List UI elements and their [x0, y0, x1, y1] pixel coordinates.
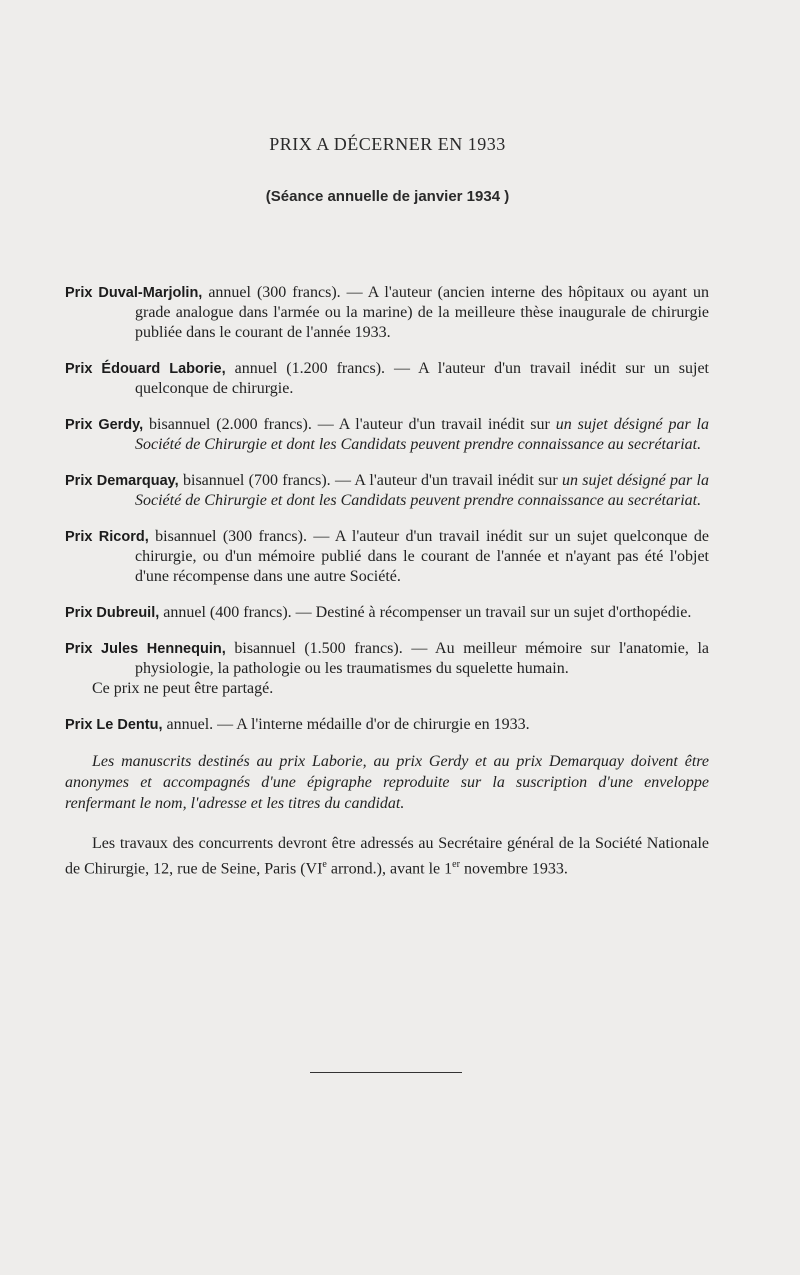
prize-description: bisannuel (700 francs). — A l'auteur d'un travail inédit sur	[178, 472, 562, 489]
prize-subject-note: un sujet désigné par la Société de Chirurgie et dont les Candidats peuvent prendre connaissance au secrétariat.	[135, 416, 709, 453]
prize-name: Prix Édouard Laborie,	[65, 361, 226, 377]
prize-name: Prix Ricord,	[65, 529, 149, 545]
prize-name: Prix Duval-Marjolin,	[65, 285, 203, 301]
prize-entry-ricord	[65, 527, 709, 587]
prize-description: annuel (300 francs). — A l'auteur (ancien interne des hôpitaux ou ayant un grade analogue dans l'armée ou la marine) de la meilleure thèse inaugurale de chirurgie publiée dans le courant de l'année 1933.	[135, 284, 709, 341]
prize-description: annuel. — A l'interne médaille d'or de chirurgie en 1933.	[162, 716, 530, 733]
prize-description: annuel (400 francs). — Destiné à récompenser un travail sur un sujet d'orthopédie.	[159, 604, 692, 621]
prize-description: annuel (1.200 francs). — A l'auteur d'un travail inédit sur un sujet quelconque de chirurgie.	[135, 360, 709, 397]
prize-subject-note: un sujet désigné par la Société de Chirurgie et dont les Candidats peuvent prendre connaissance au secrétariat.	[135, 472, 710, 509]
prize-entry-le-dentu	[65, 715, 709, 735]
prize-description: bisannuel (2.000 francs). — A l'auteur d'un travail inédit sur	[143, 416, 556, 433]
prize-entry-laborie	[65, 359, 709, 399]
prize-entry-hennequin	[65, 639, 709, 679]
prize-name: Prix Demarquay,	[65, 473, 179, 489]
prize-list	[65, 283, 709, 879]
prize-entry-gerdy	[65, 415, 709, 455]
prize-entry-demarquay	[65, 471, 709, 511]
prize-name: Prix Jules Hennequin,	[65, 641, 226, 657]
prize-description: bisannuel (300 francs). — A l'auteur d'un travail inédit sur un sujet quelconque de chirurgie, ou d'un mémoire publié dans le courant de l'année et n'ayant pas été l'objet d'une récompense dans une autre Société.	[135, 528, 709, 585]
submission-instructions: Les travaux des concurrents devront être adressés au Secrétaire général de la Société Nationale de Chirurgie, 12, rue de Seine, Paris (VIe arrond.), avant le 1er novembre 1933.	[65, 835, 709, 878]
manuscripts-note: Les manuscrits destinés au prix Laborie, au prix Gerdy et au prix Demarquay doivent être anonymes et accompagnés d'une épigraphe reproduite sur la suscription d'une enveloppe renfermant le nom, l'adresse et les titres du candidat.	[65, 753, 709, 812]
prize-name: Prix Le Dentu,	[65, 717, 163, 733]
prize-entry-duval-marjolin	[65, 283, 709, 343]
closing-rule	[310, 1072, 462, 1073]
session-subtitle: (Séance annuelle de janvier 1934 )	[265, 188, 510, 205]
prize-entry-dubreuil	[65, 603, 709, 623]
prize-name: Prix Dubreuil,	[65, 605, 160, 621]
page-title: PRIX A DÉCERNER EN 1933	[269, 134, 506, 154]
hennequin-note: Ce prix ne peut être partagé.	[92, 680, 274, 697]
prize-description: bisannuel (1.500 francs). — Au meilleur mémoire sur l'anatomie, la physiologie, la pathologie ou les traumatismes du squelette humain.	[135, 640, 709, 677]
prize-name: Prix Gerdy,	[65, 417, 144, 433]
